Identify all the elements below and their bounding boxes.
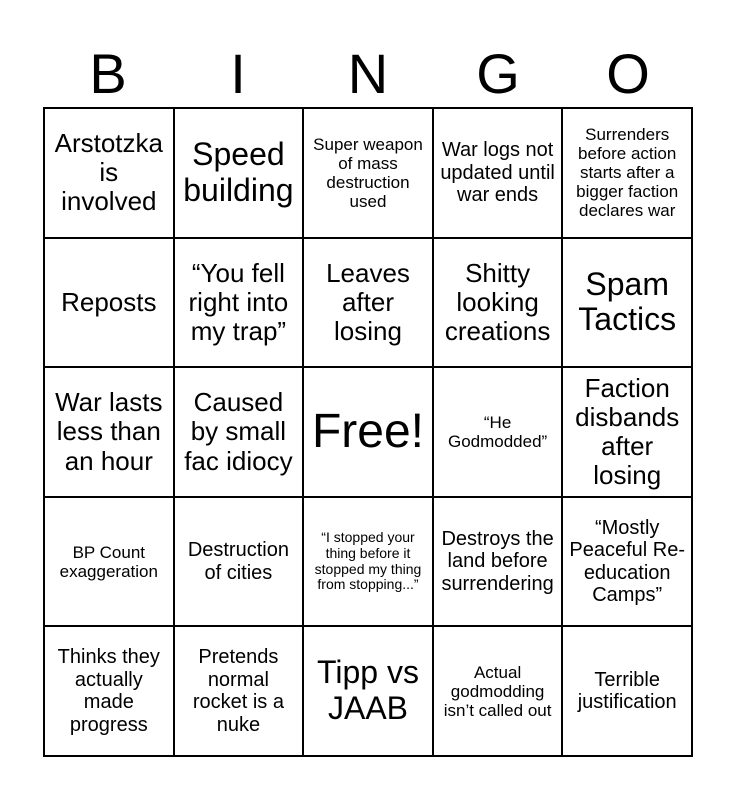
cell-text: War logs not updated until war ends [440,139,555,206]
bingo-cell-r4-c4[interactable] [433,497,563,627]
cell-text: BP Count exaggeration [59,542,158,581]
bingo-cell-r3-c2[interactable] [174,367,304,497]
cell-text: Super weapon of mass destruction used [313,134,423,211]
cell-text: Reposts [61,286,157,317]
bingo-cell-r4-c5[interactable] [562,497,692,627]
bingo-cell-r3-c1[interactable] [44,367,174,497]
header-letter-o: O [606,42,650,105]
header-letter-n: N [347,42,389,105]
cell-text: “Mostly Peaceful Re-education Camps” [569,516,686,606]
cell-text: War lasts less than an hour [55,387,163,476]
bingo-cell-r5-c5[interactable] [562,626,692,756]
cell-text: Actual godmodding isn’t called out [443,662,552,720]
cell-text: Terrible justification [577,668,677,714]
bingo-cell-r1-c2[interactable] [174,108,304,238]
bingo-cell-r2-c4[interactable] [433,238,563,368]
cell-text: Tipp vs JAAB [317,654,419,727]
cell-text: Spam Tactics [578,265,677,338]
bingo-grid [43,107,693,757]
cell-text: Caused by small fac idiocy [184,387,293,476]
bingo-cell-r2-c5[interactable] [562,238,692,368]
bingo-cell-r4-c3[interactable] [303,497,433,627]
bingo-cell-r5-c2[interactable] [174,626,304,756]
cell-text: Leaves after losing [326,257,410,346]
cell-text: “You fell right into my trap” [188,257,289,346]
cell-text: “He Godmodded” [447,412,548,451]
cell-text: Faction disbands after losing [575,372,680,491]
bingo-cell-r5-c3[interactable] [303,626,433,756]
bingo-cell-r4-c1[interactable] [44,497,174,627]
header-letter-i: I [230,42,246,105]
bingo-cell-r2-c3[interactable] [303,238,433,368]
cell-text: Speed building [183,135,294,208]
cell-text: “I stopped your thing before it stopped my thing from stopping...” [314,529,422,593]
cell-text: Arstotzka is involved [54,128,163,217]
bingo-cell-r4-c2[interactable] [174,497,304,627]
bingo-cell-r2-c1[interactable] [44,238,174,368]
cell-text: Shitty looking creations [444,257,551,346]
cell-text: Destroys the land before surrendering [441,528,554,595]
cell-text: Thinks they actually made progress [57,646,160,736]
cell-text: Pretends normal rocket is a nuke [192,646,284,736]
bingo-cell-r2-c2[interactable] [174,238,304,368]
cell-text: Destruction of cities [187,539,289,584]
bingo-cell-r1-c4[interactable] [433,108,563,238]
bingo-cell-r3-c5[interactable] [562,367,692,497]
cell-text: Surrenders before action starts after a bigger faction declares war [576,125,679,221]
bingo-cell-r5-c4[interactable] [433,626,563,756]
free-space-cell[interactable] [303,367,433,497]
bingo-cell-r1-c3[interactable] [303,108,433,238]
bingo-cell-r1-c1[interactable] [44,108,174,238]
header-letter-g: G [476,42,520,105]
bingo-header [43,40,693,108]
header-letter-b: B [89,42,127,105]
free-space-text: Free! [311,405,424,459]
bingo-cell-r5-c1[interactable] [44,626,174,756]
bingo-cell-r3-c4[interactable] [433,367,563,497]
bingo-cell-r1-c5[interactable] [562,108,692,238]
